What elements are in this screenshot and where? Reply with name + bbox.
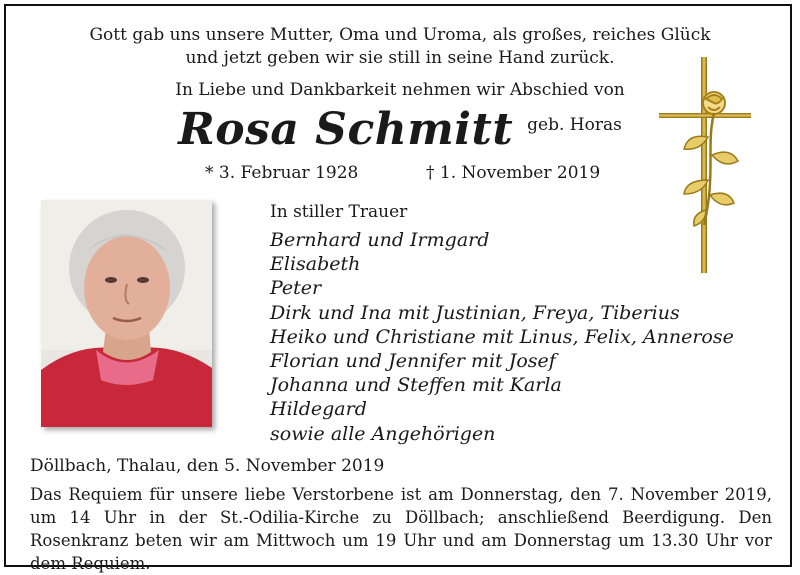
death-date: † 1. November 2019 — [426, 163, 601, 183]
intro-line-1: Gott gab uns unsere Mutter, Oma und Uroma, als großes, reiches Glück — [89, 25, 711, 45]
portrait-photo — [41, 200, 212, 427]
mourner-item: Florian und Jennifer mit Josef — [270, 350, 556, 373]
mourning-intro: In stiller Trauer — [270, 202, 408, 222]
mourner-item: sowie alle Angehörigen — [270, 422, 496, 445]
birth-date: * 3. Februar 1928 — [205, 163, 359, 183]
intro-line-2: und jetzt geben wir sie still in seine Hand zurück. — [185, 48, 615, 68]
mourner-item: Hildegard — [270, 398, 367, 421]
deceased-name: Rosa Schmitt — [178, 104, 514, 155]
mourner-item: Dirk und Ina mit Justinian, Freya, Tiberius — [270, 301, 680, 324]
mourner-item: Peter — [270, 277, 322, 300]
mourner-item: Bernhard und Irmgard — [270, 229, 490, 251]
birth-name: geb. Horas — [527, 115, 622, 135]
place-and-date: Döllbach, Thalau, den 5. November 2019 — [30, 456, 385, 476]
farewell-text: In Liebe und Dankbarkeit nehmen wir Abschied von — [175, 80, 625, 100]
mourners-list — [270, 228, 734, 446]
mourner-item: Johanna und Steffen mit Karla — [270, 374, 562, 397]
mourner-item: Elisabeth — [270, 253, 361, 276]
requiem-notice: Das Requiem für unsere liebe Verstorbene ist am Donnerstag, den 7. November 2019, um 14 Uhr in der St.-Odilia-Kirche zu Döllbach; anschließend Beerdigung. Den Rosenkranz beten wir am Mittwoch um 19 Uhr und am Donnerstag um 13.30 Uhr vor dem Requiem. — [30, 485, 772, 573]
mourner-item: Heiko und Christiane mit Linus, Felix, Annerose — [270, 325, 734, 348]
